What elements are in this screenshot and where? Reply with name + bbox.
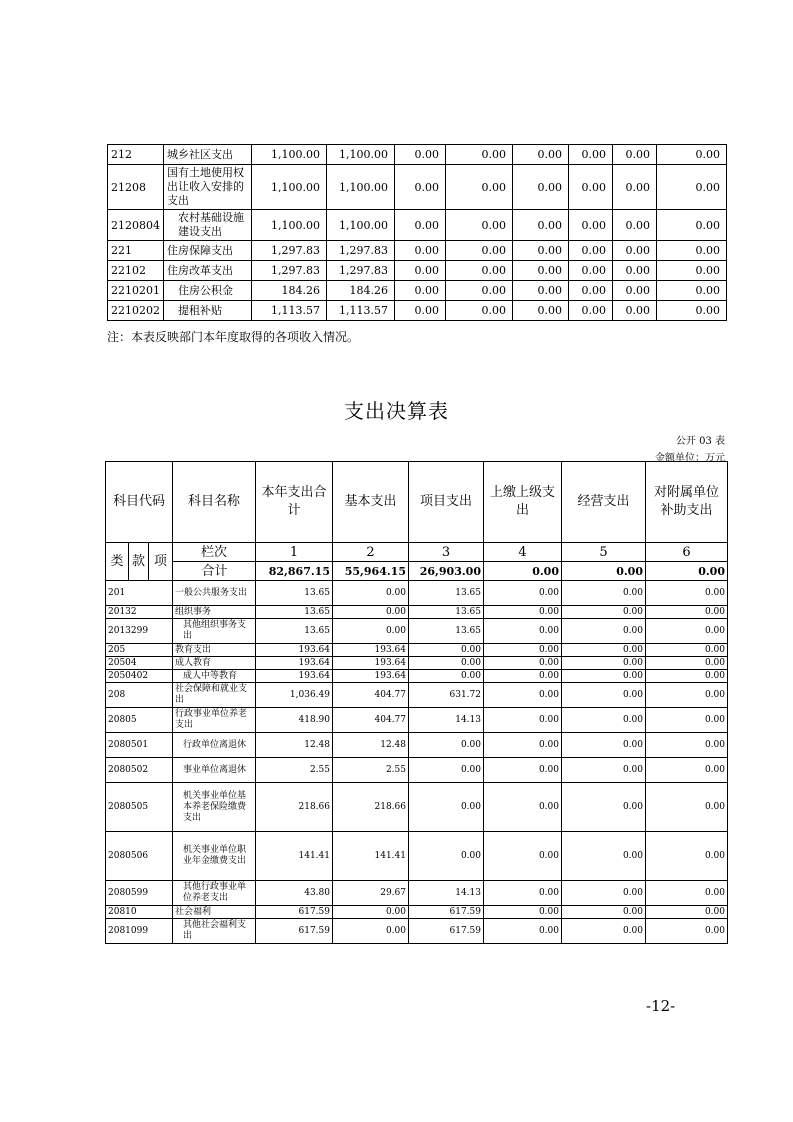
amount-cell: 141.41 [333,832,409,881]
subject-code: 2080505 [106,783,173,832]
amount-cell: 0.00 [562,606,646,619]
amount-cell: 0.00 [395,241,446,261]
amount-cell: 0.00 [446,301,513,321]
amount-cell: 0.00 [562,670,646,683]
amount-cell: 0.00 [484,670,562,683]
amount-cell: 1,297.83 [327,241,395,261]
amount-cell: 0.00 [484,832,562,881]
page-number: -12- [646,997,676,1015]
amount-cell: 0.00 [513,165,569,210]
amount-cell: 0.00 [395,210,446,241]
subject-name: 行政单位离退休 [173,733,256,758]
header-code: 科目代码 [106,462,173,543]
header-col-1: 本年支出合计 [256,462,333,543]
subject-name: 城乡社区支出 [164,145,252,165]
amount-cell: 13.65 [409,619,484,644]
amount-cell: 0.00 [613,165,657,210]
table-row [106,619,728,644]
subject-code: 2013299 [106,619,173,644]
amount-cell: 218.66 [256,783,333,832]
amount-cell: 218.66 [333,783,409,832]
amount-cell: 0.00 [613,281,657,301]
amount-cell: 0.00 [562,783,646,832]
amount-cell: 0.00 [569,301,613,321]
subject-code: 20810 [106,906,173,919]
subject-code: 221 [108,241,164,261]
subject-code: 2080506 [106,832,173,881]
table-row [108,281,727,301]
header-col-5: 经营支出 [562,462,646,543]
total-label: 合计 [173,562,256,581]
amount-cell: 0.00 [562,906,646,919]
amount-cell: 13.65 [256,581,333,606]
amount-cell: 2.55 [333,758,409,783]
amount-cell: 0.00 [333,919,409,944]
subject-code: 201 [106,581,173,606]
header-lanci: 栏次 [173,543,256,562]
amount-cell: 0.00 [646,657,728,670]
subject-code: 2210202 [108,301,164,321]
table-row [106,881,728,906]
subject-name: 教育支出 [173,644,256,657]
amount-cell: 13.65 [409,606,484,619]
header-row [106,462,728,543]
amount-cell: 0.00 [657,145,727,165]
col-number: 5 [562,543,646,562]
form-number: 公开 03 表 [675,436,725,447]
amount-cell: 14.13 [409,708,484,733]
amount-cell: 0.00 [484,683,562,708]
subject-name: 成人中等教育 [173,670,256,683]
subject-name: 提租补贴 [164,301,252,321]
amount-cell: 0.00 [562,644,646,657]
amount-cell: 0.00 [657,210,727,241]
amount-cell: 0.00 [562,683,646,708]
amount-cell: 0.00 [446,210,513,241]
amount-cell: 0.00 [446,241,513,261]
amount-cell: 617.59 [409,906,484,919]
amount-cell: 29.67 [333,881,409,906]
table-row [106,670,728,683]
amount-cell: 184.26 [252,281,327,301]
amount-cell: 0.00 [484,619,562,644]
subject-code: 2080599 [106,881,173,906]
amount-cell: 0.00 [646,832,728,881]
amount-cell: 0.00 [657,165,727,210]
total-value: 26,903.00 [409,562,484,581]
total-value: 0.00 [646,562,728,581]
amount-cell: 0.00 [657,281,727,301]
subject-code: 20504 [106,657,173,670]
amount-cell: 0.00 [646,783,728,832]
subject-name: 农村基础设施建设支出 [164,210,252,241]
total-row [106,562,728,581]
amount-cell: 0.00 [657,301,727,321]
amount-cell: 0.00 [333,606,409,619]
col-number: 4 [484,543,562,562]
amount-cell: 43.80 [256,881,333,906]
subject-code: 2080501 [106,733,173,758]
table-row [106,832,728,881]
subject-name: 其他社会福利支出 [173,919,256,944]
subject-code: 212 [108,145,164,165]
subject-name: 组织事务 [173,606,256,619]
amount-cell: 0.00 [562,919,646,944]
amount-cell: 141.41 [256,832,333,881]
amount-cell: 193.64 [333,670,409,683]
amount-cell: 0.00 [484,881,562,906]
subject-code: 2050402 [106,670,173,683]
table-row [106,758,728,783]
col-number: 2 [333,543,409,562]
subject-name: 社会保障和就业支出 [173,683,256,708]
amount-cell: 0.00 [395,145,446,165]
amount-cell: 13.65 [409,581,484,606]
amount-cell: 0.00 [513,261,569,281]
subject-name: 其他组织事务支出 [173,619,256,644]
header-name: 科目名称 [173,462,256,543]
amount-cell: 0.00 [395,281,446,301]
amount-cell: 0.00 [513,145,569,165]
header-col-4: 上缴上级支出 [484,462,562,543]
amount-cell: 0.00 [562,733,646,758]
subject-name: 事业单位离退休 [173,758,256,783]
amount-cell: 0.00 [569,261,613,281]
amount-cell: 0.00 [569,145,613,165]
amount-cell: 1,100.00 [252,165,327,210]
header-col-2: 基本支出 [333,462,409,543]
amount-cell: 1,100.00 [327,210,395,241]
amount-cell: 0.00 [446,165,513,210]
amount-cell: 0.00 [646,606,728,619]
amount-cell: 0.00 [613,145,657,165]
amount-cell: 14.13 [409,881,484,906]
expenditure-table [105,461,728,944]
subject-name: 机关事业单位职业年金缴费支出 [173,832,256,881]
amount-cell: 12.48 [333,733,409,758]
amount-cell: 631.72 [409,683,484,708]
amount-cell: 0.00 [409,758,484,783]
table-row [106,919,728,944]
amount-cell: 617.59 [256,919,333,944]
table-row [106,581,728,606]
amount-cell: 1,297.83 [252,261,327,281]
subject-code: 208 [106,683,173,708]
page-title: 支出决算表 [344,399,449,423]
amount-cell: 404.77 [333,683,409,708]
amount-cell: 0.00 [409,783,484,832]
table-row [106,644,728,657]
amount-cell: 0.00 [333,906,409,919]
amount-cell: 0.00 [446,261,513,281]
header-xiang: 项 [149,543,173,581]
amount-cell: 1,297.83 [327,261,395,281]
col-number: 6 [646,543,728,562]
amount-cell: 0.00 [562,619,646,644]
subject-name: 国有土地使用权出让收入安排的支出 [164,165,252,210]
total-value: 0.00 [484,562,562,581]
table-row [108,261,727,281]
amount-cell: 13.65 [256,606,333,619]
amount-cell: 0.00 [646,758,728,783]
amount-cell: 0.00 [646,683,728,708]
amount-cell: 0.00 [395,261,446,281]
amount-cell: 0.00 [569,241,613,261]
table-row [108,301,727,321]
amount-cell: 0.00 [484,644,562,657]
table-row [106,657,728,670]
amount-cell: 0.00 [484,708,562,733]
subject-code: 22102 [108,261,164,281]
amount-cell: 1,100.00 [252,145,327,165]
amount-cell: 1,100.00 [327,145,395,165]
amount-cell: 193.64 [256,670,333,683]
subject-code: 205 [106,644,173,657]
amount-cell: 193.64 [333,657,409,670]
amount-cell: 0.00 [569,281,613,301]
table-row [106,683,728,708]
amount-cell: 0.00 [513,301,569,321]
subject-code: 20132 [106,606,173,619]
amount-cell: 0.00 [562,657,646,670]
amount-cell: 0.00 [409,644,484,657]
amount-cell: 0.00 [646,644,728,657]
amount-cell: 0.00 [646,906,728,919]
amount-cell: 193.64 [256,657,333,670]
subject-code: 21208 [108,165,164,210]
amount-cell: 1,113.57 [252,301,327,321]
total-value: 0.00 [562,562,646,581]
amount-cell: 0.00 [562,832,646,881]
amount-cell: 1,100.00 [252,210,327,241]
amount-cell: 0.00 [562,881,646,906]
table-row [106,606,728,619]
subject-name: 住房改革支出 [164,261,252,281]
subject-code: 2120804 [108,210,164,241]
amount-cell: 0.00 [513,241,569,261]
amount-cell: 13.65 [256,619,333,644]
amount-cell: 0.00 [646,581,728,606]
subject-code: 2210201 [108,281,164,301]
amount-cell: 0.00 [569,210,613,241]
subject-name: 机关事业单位基本养老保险缴费支出 [173,783,256,832]
amount-cell: 0.00 [395,165,446,210]
header-lei: 类 [106,543,129,581]
amount-cell: 1,100.00 [327,165,395,210]
amount-cell: 0.00 [513,210,569,241]
table-row [106,906,728,919]
amount-cell: 0.00 [613,301,657,321]
amount-cell: 0.00 [333,619,409,644]
amount-cell: 617.59 [409,919,484,944]
amount-cell: 0.00 [484,919,562,944]
total-value: 82,867.15 [256,562,333,581]
amount-cell: 0.00 [646,881,728,906]
amount-cell: 0.00 [409,733,484,758]
amount-cell: 0.00 [513,281,569,301]
amount-cell: 0.00 [569,165,613,210]
subject-name: 住房公积金 [164,281,252,301]
subject-name: 其他行政事业单位养老支出 [173,881,256,906]
amount-cell: 1,113.57 [327,301,395,321]
subject-name: 成人教育 [173,657,256,670]
amount-cell: 0.00 [646,708,728,733]
amount-cell: 12.48 [256,733,333,758]
amount-cell: 0.00 [409,670,484,683]
amount-cell: 1,036.49 [256,683,333,708]
amount-cell: 2.55 [256,758,333,783]
income-table-continued [107,144,727,321]
amount-cell: 0.00 [562,581,646,606]
amount-cell: 0.00 [333,581,409,606]
amount-cell: 0.00 [646,733,728,758]
amount-cell: 0.00 [395,301,446,321]
amount-cell: 0.00 [562,758,646,783]
amount-cell: 0.00 [657,261,727,281]
subject-name: 住房保障支出 [164,241,252,261]
subject-name: 一般公共服务支出 [173,581,256,606]
table-row [108,210,727,241]
amount-cell: 0.00 [409,657,484,670]
table-row [106,708,728,733]
amount-cell: 0.00 [646,670,728,683]
amount-cell: 0.00 [657,241,727,261]
subject-code: 20805 [106,708,173,733]
amount-cell: 617.59 [256,906,333,919]
amount-unit: 金额单位：万元 [655,453,725,464]
subject-code: 2081099 [106,919,173,944]
amount-cell: 0.00 [484,581,562,606]
amount-cell: 0.00 [484,606,562,619]
subject-name: 社会福利 [173,906,256,919]
amount-cell: 0.00 [484,758,562,783]
header-kuan: 款 [129,543,149,581]
col-number: 3 [409,543,484,562]
amount-cell: 193.64 [256,644,333,657]
amount-cell: 1,297.83 [252,241,327,261]
amount-cell: 404.77 [333,708,409,733]
table-row [106,783,728,832]
amount-cell: 193.64 [333,644,409,657]
amount-cell: 0.00 [613,261,657,281]
amount-cell: 0.00 [613,241,657,261]
amount-cell: 418.90 [256,708,333,733]
header-col-6: 对附属单位补助支出 [646,462,728,543]
table-row [108,145,727,165]
subject-code: 2080502 [106,758,173,783]
table-row [106,733,728,758]
amount-cell: 0.00 [446,145,513,165]
table-row [108,241,727,261]
amount-cell: 0.00 [446,281,513,301]
table-row [108,165,727,210]
amount-cell: 0.00 [613,210,657,241]
amount-cell: 0.00 [562,708,646,733]
amount-cell: 0.00 [484,906,562,919]
amount-cell: 0.00 [409,832,484,881]
amount-cell: 0.00 [484,783,562,832]
column-number-row [106,543,728,562]
header-col-3: 项目支出 [409,462,484,543]
amount-cell: 0.00 [484,733,562,758]
table-note: 注：本表反映部门本年度取得的各项收入情况。 [107,330,360,344]
amount-cell: 0.00 [484,657,562,670]
subject-name: 行政事业单位养老支出 [173,708,256,733]
amount-cell: 184.26 [327,281,395,301]
col-number: 1 [256,543,333,562]
total-value: 55,964.15 [333,562,409,581]
amount-cell: 0.00 [646,919,728,944]
amount-cell: 0.00 [646,619,728,644]
